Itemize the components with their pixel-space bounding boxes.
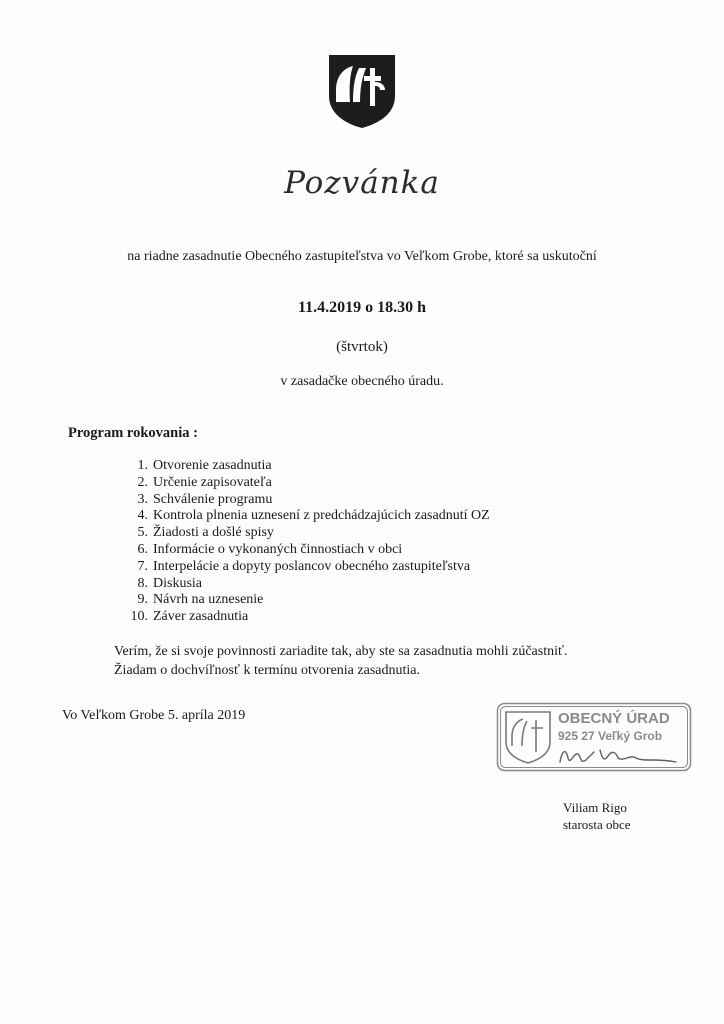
item-number: 4.: [137, 508, 148, 524]
item-text: Informácie o vykonaných činnostiach v obci: [153, 541, 403, 557]
item-text: Kontrola plnenia uznesení z predchádzajúcich zasadnutí OZ: [153, 508, 490, 524]
meeting-weekday: (štvrtok): [336, 339, 388, 355]
item-number: 6.: [137, 541, 148, 557]
item-number: 5.: [137, 525, 148, 541]
page-title: Pozvánka: [284, 165, 440, 201]
item-text: Určenie zapisovateľa: [153, 474, 272, 490]
list-item: [112, 508, 490, 525]
item-number: 2.: [137, 474, 148, 490]
closing-line-2: Žiadam o dochvíľnosť k termínu otvorenia zasadnutia.: [114, 663, 420, 678]
item-text: Diskusia: [153, 575, 202, 591]
list-item: [112, 576, 490, 593]
item-text: Záver zasadnutia: [153, 609, 249, 625]
official-stamp: [496, 702, 692, 772]
signer-block: [563, 799, 631, 833]
signature-icon: [560, 750, 676, 762]
invitation-intro: na riadne zasadnutie Obecného zastupiteľstva vo Veľkom Grobe, ktoré sa uskutoční: [127, 249, 597, 264]
item-text: Schválenie programu: [153, 491, 273, 507]
meeting-location: v zasadačke obecného úradu.: [280, 374, 444, 389]
list-item: [112, 542, 490, 559]
stamp-line-1: OBECNÝ ÚRAD: [558, 710, 670, 727]
agenda-list: [112, 458, 490, 626]
stamp-crest-icon: [506, 712, 550, 763]
list-item: [112, 458, 490, 475]
item-text: Návrh na uznesenie: [153, 592, 264, 608]
closing-line-1: Verím, že si svoje povinnosti zariadite tak, aby ste sa zasadnutia mohli zúčastniť.: [114, 644, 568, 659]
item-number: 8.: [137, 575, 148, 591]
stamp-line-2: 925 27 Veľký Grob: [558, 729, 663, 743]
list-item: [112, 592, 490, 609]
place-and-date: Vo Veľkom Grobe 5. apríla 2019: [62, 708, 246, 723]
item-text: Otvorenie zasadnutia: [153, 458, 272, 473]
item-number: 1.: [137, 458, 148, 473]
item-number: 7.: [137, 558, 148, 574]
closing-text: [114, 642, 567, 680]
item-number: 9.: [137, 592, 148, 608]
list-item: [112, 525, 490, 542]
item-number: 10.: [130, 609, 148, 625]
list-item: [112, 492, 490, 509]
signer-name: Viliam Rigo: [563, 800, 627, 815]
list-item: [112, 609, 490, 626]
meeting-datetime: 11.4.2019 o 18.30 h: [297, 299, 426, 316]
item-text: Interpelácie a dopyty poslancov obecného zastupiteľstva: [153, 558, 471, 574]
program-title: Program rokovania :: [68, 425, 198, 441]
item-text: Žiadosti a došlé spisy: [153, 525, 274, 541]
signer-role: starosta obce: [563, 817, 631, 832]
list-item: [112, 559, 490, 576]
item-number: 3.: [137, 491, 148, 507]
coat-of-arms-icon: [326, 52, 398, 130]
list-item: [112, 475, 490, 492]
